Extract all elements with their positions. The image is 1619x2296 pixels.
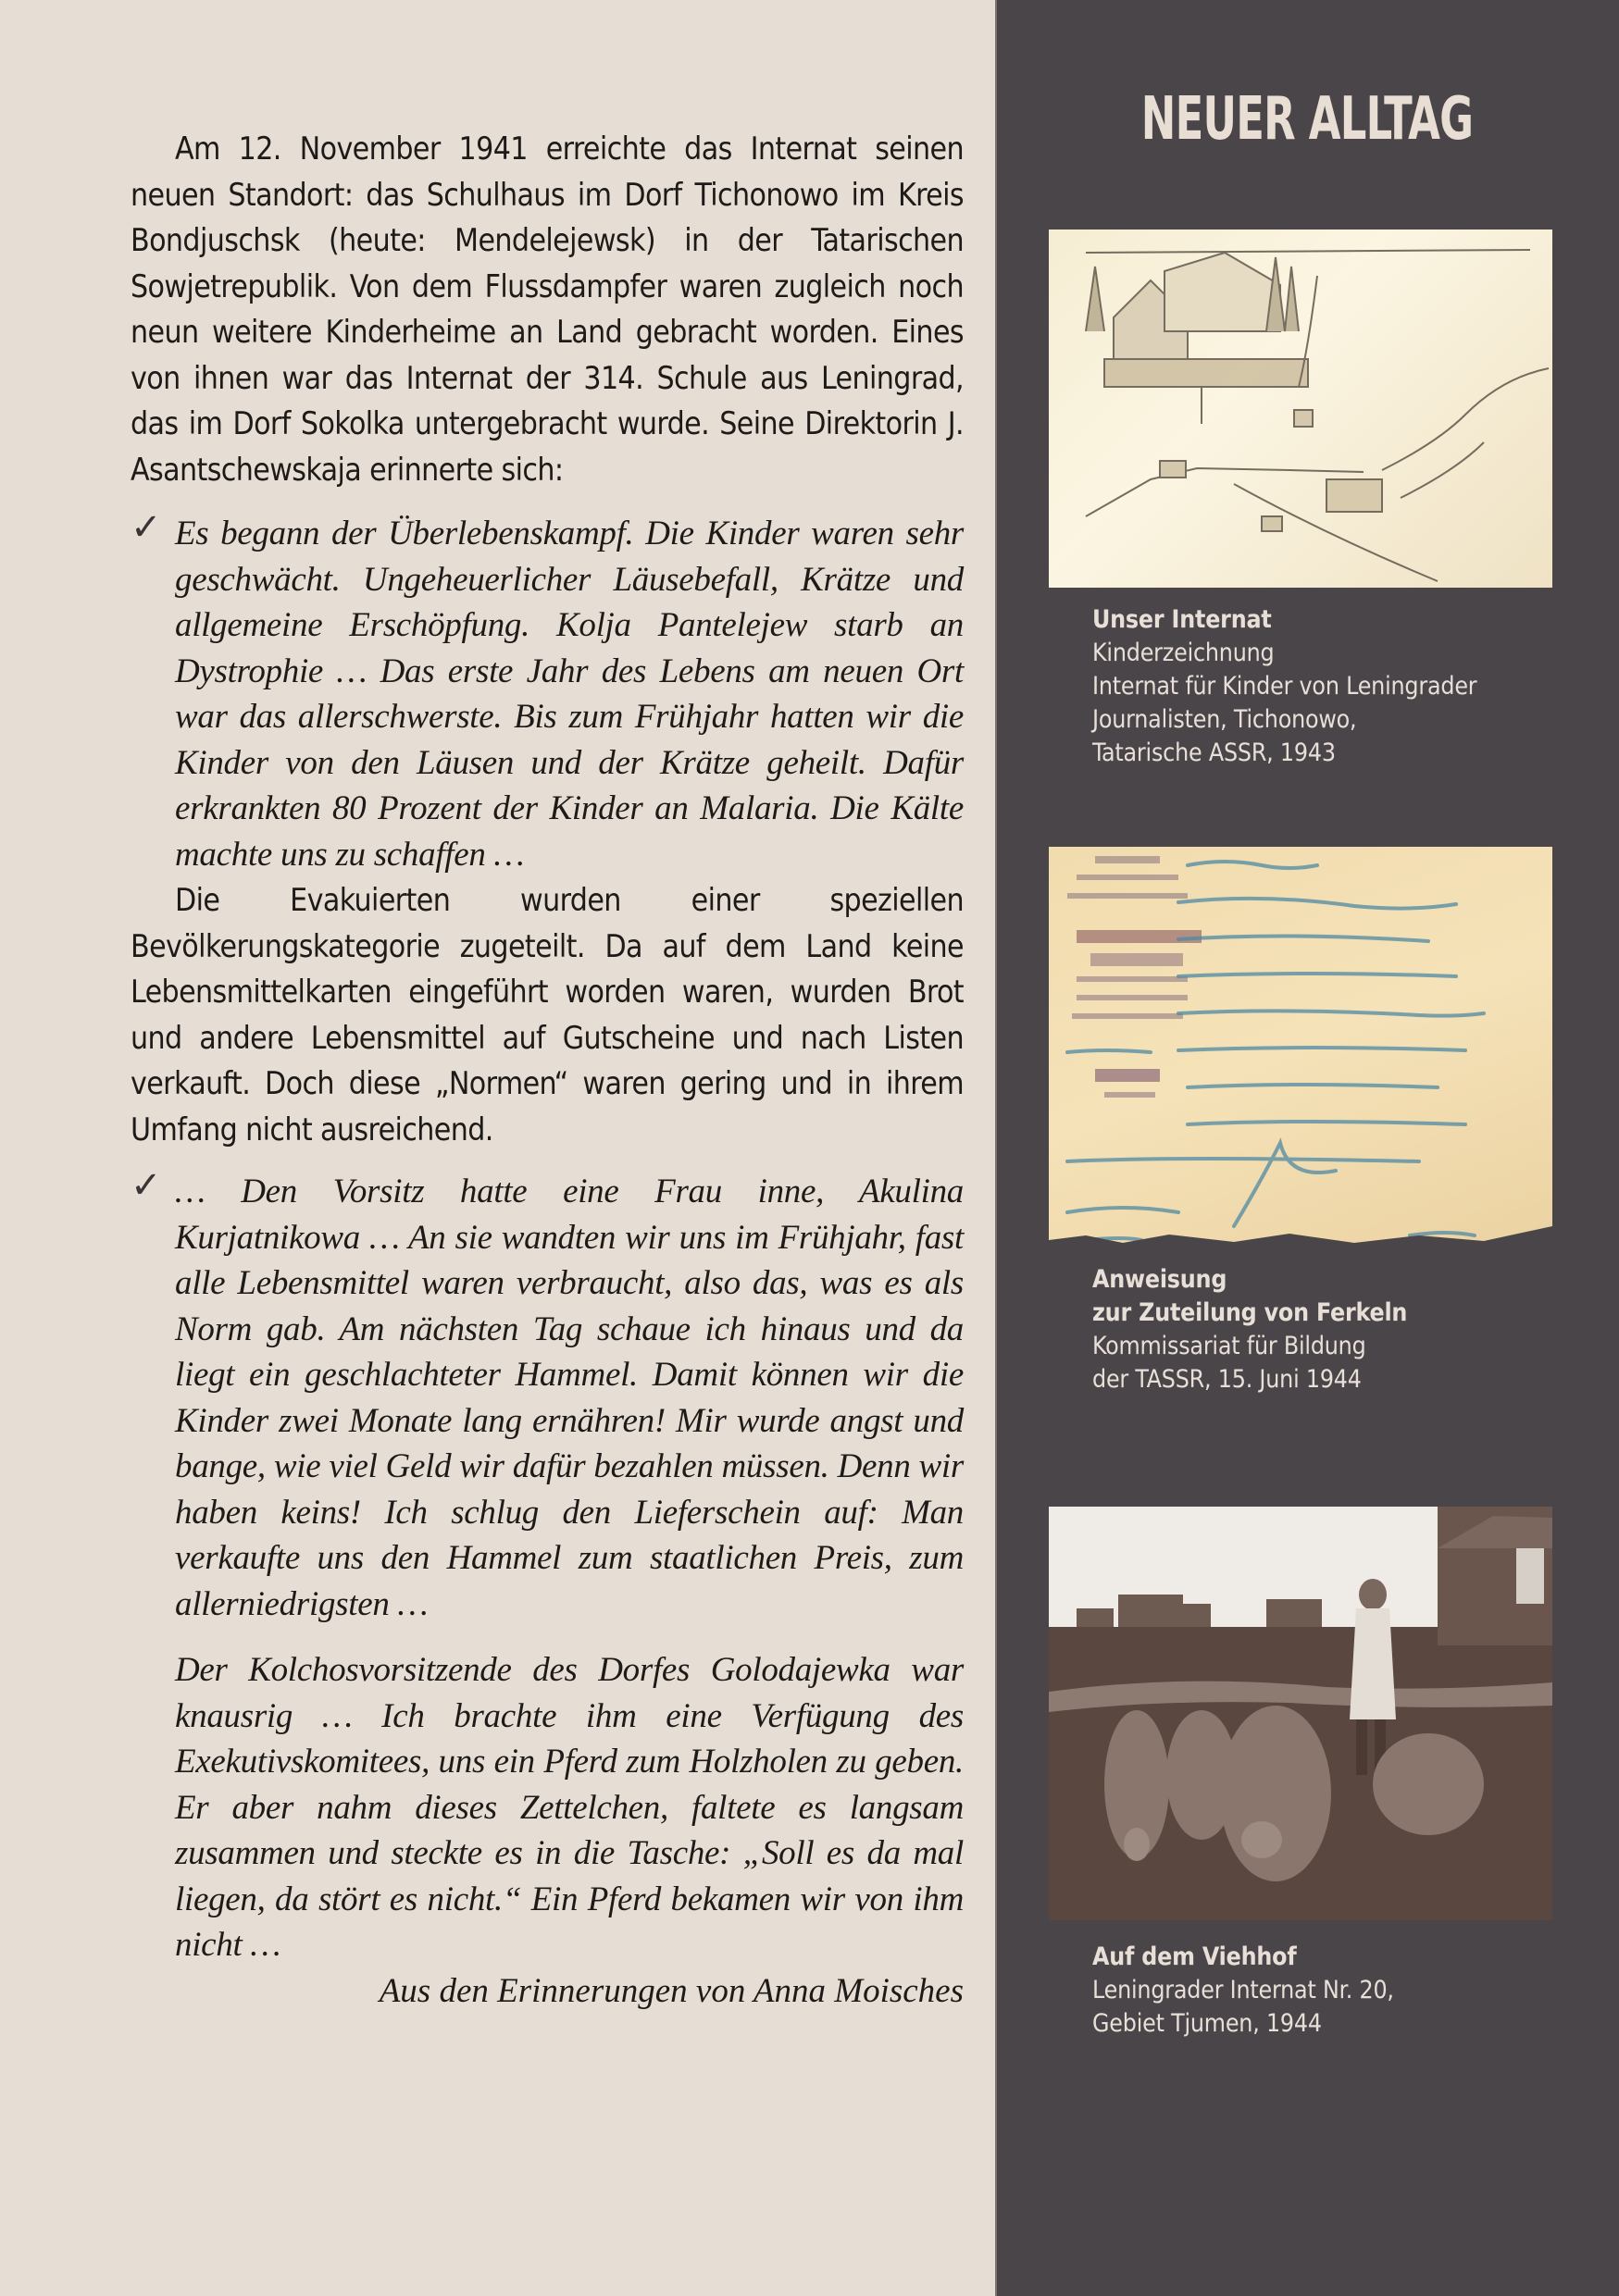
caption-title: Unser Internat bbox=[1092, 605, 1272, 634]
figure-caption-1 bbox=[1092, 603, 1574, 770]
handwritten-document-image bbox=[1049, 847, 1552, 1245]
caption-line: Tatarische ASSR, 1943 bbox=[1092, 738, 1336, 767]
quote-block-3 bbox=[131, 1647, 964, 1968]
evacuees-paragraph: Die Evakuierten wurden einer speziellen Bevölkerungskategorie zugeteilt. Da auf dem Land keine Lebensmittelkarten eingeführt worden waren, wurden Brot und andere Lebensmittel auf Gutscheine und nach Listen verkauft. Doch diese „Normen“ waren gering und in ihrem Umfang nicht ausreichend. bbox=[131, 882, 964, 1148]
children-drawing-image bbox=[1049, 230, 1552, 588]
intro-paragraph: Am 12. November 1941 erreichte das Internat seinen neuen Standort: das Schulhaus im Dorf Tichonowo im Kreis Bondjuschsk (heute: Mendelejewsk) in der Tatarischen Sowjetrepublik. Von dem Flussdampfer waren zugleich noch neun weitere Kinderheime an Land gebracht worden. Eines von ihnen war das Internat der 314. Schule aus Leningrad, das im Dorf Sokolka untergebracht wurde. Seine Direktorin J. Asantschewskaja erinnerte sich: bbox=[131, 130, 964, 488]
quote-block-1 bbox=[131, 506, 964, 877]
article-body bbox=[131, 126, 964, 2014]
quote-block-2 bbox=[131, 1164, 964, 1627]
document-illustration bbox=[1049, 847, 1552, 1245]
caption-line: Kommissariat für Bildung bbox=[1092, 1332, 1366, 1360]
caption-line: Leningrader Internat Nr. 20, bbox=[1092, 1976, 1394, 2004]
caption-title: Auf dem Viehhof bbox=[1092, 1942, 1297, 1971]
quote-text-1: Es begann der Überlebenskampf. Die Kinder waren sehr geschwächt. Ungeheuerlicher Läusebefall, Krätze und allgemeine Erschöpfung. Kolja Pantelejew starb an Dystrophie … Das erste Jahr des Lebens am neuen Ort war das allerschwerste. Bis zum Frühjahr hatten wir die Kinder von den Läusen und der Krätze geheilt. Dafür erkrankten 80 Prozent der Kinder an Malaria. Die Kälte machte uns zu schaffen … bbox=[175, 515, 964, 874]
section-title: NEUER ALLTAG bbox=[1140, 85, 1474, 154]
farmyard-photo-image bbox=[1049, 1507, 1552, 1920]
drawing-illustration bbox=[1049, 230, 1552, 588]
caption-title: zur Zuteilung von Ferkeln bbox=[1092, 1298, 1408, 1327]
caption-line: Journalisten, Tichonowo, bbox=[1092, 705, 1357, 734]
quote-attribution: Aus den Erinnerungen von Anna Moisches bbox=[379, 1971, 964, 2010]
quote-text-2: … Den Vorsitz hatte eine Frau inne, Akulina Kurjatnikowa … An sie wandten wir uns im Frühjahr, fast alle Lebensmittel waren verbraucht, also das, was es als Norm gab. Am nächsten Tag schaue ich hinaus und da liegt ein geschlachteter Hammel. Damit können wir die Kinder zwei Monate lang ernähren! Mir wurde angst und bange, wie viel Geld wir dafür bezahlen müssen. Denn wir haben keins! Ich schlug den Lieferschein auf: Man verkaufte uns den Hammel zum staatlichen Preis, zum allerniedrigsten … bbox=[175, 1173, 964, 1623]
figure-caption-3 bbox=[1092, 1941, 1574, 2041]
checkmark-icon: ✓ bbox=[131, 506, 162, 549]
caption-line: der TASSR, 15. Juni 1944 bbox=[1092, 1365, 1362, 1394]
quote-text-3: Der Kolchosvorsitzende des Dorfes Golodajewka war knausrig … Ich brachte ihm eine Verfügung des Exekutivskomitees, uns ein Pferd zum Holzholen zu geben. Er aber nahm dieses Zettelchen, faltete es langsam zusammen und steckte es in die Tasche: „Soll es da mal liegen, da stört es nicht.“ Ein Pferd bekamen wir von ihm nicht … bbox=[175, 1651, 964, 1964]
figure-caption-2 bbox=[1092, 1263, 1574, 1396]
caption-line: Kinderzeichnung bbox=[1092, 639, 1275, 667]
checkmark-icon: ✓ bbox=[131, 1164, 162, 1207]
caption-title: Anweisung bbox=[1092, 1265, 1227, 1294]
caption-line: Internat für Kinder von Leningrader bbox=[1092, 672, 1477, 701]
photo-illustration bbox=[1049, 1507, 1552, 1920]
caption-line: Gebiet Tjumen, 1944 bbox=[1092, 2009, 1322, 2038]
